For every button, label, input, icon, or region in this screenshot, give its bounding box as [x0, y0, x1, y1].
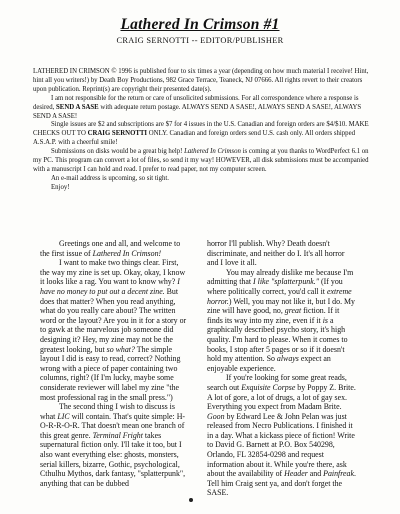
- splatter-text-6: expect an enjoyable experience.: [207, 354, 331, 373]
- pricing-text-2: ONLY. Canadian and foreign orders send U.S. cash only. All orders shipped A.S.A.P. with a cheerful smile!: [33, 130, 355, 147]
- splatter-text-4: fiction. If it finds its way into my zine, even if it: [207, 306, 340, 325]
- splatter-great: great: [284, 306, 302, 316]
- rec-text-2: by Poppy Z. Brite. A lot of gore, a lot of drugs, a lot of gay sex. Everything you expect from Madam Brite.: [207, 382, 356, 412]
- layout-paragraph: [40, 258, 188, 402]
- pricing-text-1: Single issues are $2 and subscriptions are $7 for 4 issues in the U.S. Canadian and foreign orders are $4/$10. MAKE CHECKS OUT TO: [33, 121, 369, 138]
- rec-exquisite-corpse: Exquisite Corpse: [241, 382, 296, 392]
- rec-text-5: . Tell him Craig sent ya, and don't forget the SASE.: [207, 469, 356, 498]
- submissions-text-2: is coming at you thanks to WordPerfect 6.1 on my PC. This program can convert a lot of files, so send it my way! HOWEVER, all disk submissions must be accompanied with a manuscript I can hold and read. I prefer to read paper, not my computer screen.: [33, 148, 369, 173]
- editorial-left-column: [40, 239, 188, 488]
- editorial-right-column: [207, 239, 357, 498]
- submissions-text-1: Submissions on disks would be a great big help!: [51, 148, 185, 156]
- copyright-text: LATHERED IN CRIMSON © 1996 is published four to six times a year (depending on how much material I receive! Hint, hint all you writers!) by Death Boy Productions, 982 Grace Terrace, Teaneck, NJ 07666. All rights revert to their creators upon publication. Reprint(s) are copyright their presented date(s).: [33, 68, 369, 93]
- zine-title: Lathered In Crimson #1: [120, 16, 280, 33]
- layout-text-3: The simple layout I did is easy to read, correct? Nothing wrong with a piece of paper containing two columns, right? (If I'm lucky, maybe some considerate reviewer will label my zine "the most professional rag in the small press."): [40, 344, 181, 402]
- layout-emphasis-money: I have no money to put out a decent zine.: [40, 277, 180, 296]
- page-end-dot: [189, 498, 193, 502]
- submissions-zine-name: Lathered In Crimson: [184, 148, 241, 156]
- pricing-paragraph: [33, 121, 371, 148]
- splatter-text-3: ) Well, you may not like it, but I do. My zine will have good, no,: [207, 296, 355, 316]
- rec-text-1: If you're looking for some great reads, search out: [207, 373, 347, 392]
- sase-text-2: with adequate return postage. ALWAYS SEND A SASE!, ALWAYS SEND A SASE!, ALWAYS SEND A SASE!: [33, 103, 362, 120]
- recommendations-paragraph: [207, 373, 357, 498]
- content-text-2: will contain. That's quite simple: H-O-R-R-O-R. That doesn't mean one branch of this great genre.: [40, 411, 186, 440]
- copyright-paragraph: [33, 68, 371, 95]
- splatter-text-1: You may already dislike me because I'm admitting that: [207, 267, 354, 287]
- splatter-text-2: (If you where politically correct, you'd call it: [207, 277, 343, 296]
- splatter-always: always: [276, 354, 299, 364]
- splatter-emphasis: I like "splatterpunk.": [253, 277, 320, 287]
- rec-goon: Goon: [207, 411, 225, 421]
- enjoy-line: Enjoy!: [51, 183, 70, 191]
- splatter-is: is: [322, 315, 328, 325]
- submissions-paragraph: [33, 148, 371, 175]
- splatterpunk-paragraph: [207, 268, 357, 374]
- sase-paragraph: [33, 95, 371, 122]
- publication-info: [33, 68, 371, 193]
- content-lic: LIC: [57, 411, 70, 421]
- payee-name: CRAIG SERNOTTI: [87, 130, 148, 138]
- rec-text-4: and: [307, 469, 324, 479]
- rec-text-3: by Edward Lee & John Pelan was just released from Necro Publications. I finished it in a day. What a kickass piece of fiction! Write to David G. Barnett at P.O. Box 540298, Orlando, FL 32854-0298 and request information about it. While you're there, ask about the availability of: [207, 411, 355, 479]
- greeting-text: Greetings one and all, and welcome to the first issue of: [40, 239, 181, 258]
- layout-text-1: I want to make two things clear. First, the way my zine is set up. Okay, okay, I know it looks like a rag. You want to know why?: [40, 258, 186, 287]
- content-text-1: The second thing I wish to discuss is what: [40, 402, 175, 421]
- masthead: [0, 16, 400, 46]
- layout-emphasis-sowhat: so what?: [106, 344, 135, 354]
- editor-line: CRAIG SERNOTTI -- EDITOR/PUBLISHER: [116, 36, 284, 45]
- splatter-extreme: extreme horror.: [207, 286, 352, 306]
- sase-emphasis: SEND A SASE: [56, 103, 99, 111]
- content-paragraph: [40, 402, 188, 488]
- horror-continued-paragraph: horror I'll publish. Why? Death doesn't discriminate, and neither do I. It's all horror and I love it all.: [207, 239, 345, 268]
- greeting-paragraph: [40, 239, 188, 258]
- greeting-zine-name: Lathered In Crimson!: [92, 248, 162, 258]
- sase-text-1: I am not responsible for the return or care of unsolicited submissions. For all correspondence where a response is desired,: [33, 94, 359, 111]
- rec-painfreak: Painfreak: [323, 469, 354, 479]
- layout-text-2: But does that matter? When you read anything, what do you really care about? The written word or the layout? Are you in it for a story or to gawk at the marvelous job someone did designing it? Hey, my zine may not be the greatest looking, but: [40, 286, 187, 354]
- rec-header: Header: [284, 469, 308, 479]
- email-paragraph: An e-mail address is upcoming, so sit tight.: [51, 174, 169, 182]
- splatter-text-5: a graphically described psycho story, it's high quality. I'm hard to please. When it comes to books, I stop after 5 pages or so if it doesn't hold my attention. So: [207, 315, 348, 364]
- content-text-3: takes supernatural fiction only. I'll take it too, but I also want everything else: ghosts, monsters, serial killers, bizarre, Gothic, psychological, Cthulhu Mythos, dark fantasy, "splatterpunk", anything that can be dubbed: [40, 430, 186, 488]
- content-terminal-fright: Terminal Fright: [92, 430, 143, 440]
